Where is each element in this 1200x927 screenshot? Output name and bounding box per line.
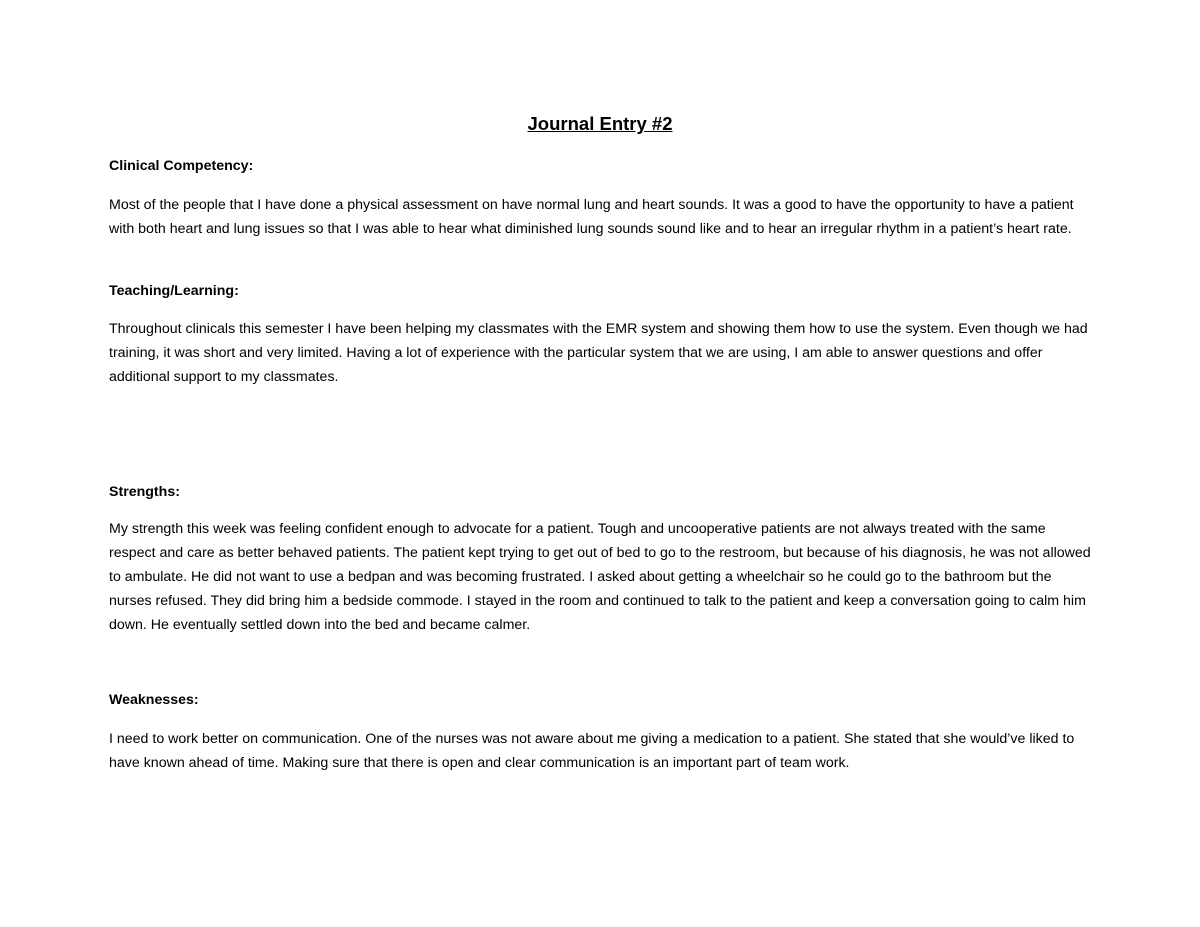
document-title: Journal Entry #2: [527, 113, 673, 134]
section-body-clinical-competency: Most of the people that I have done a physical assessment on have normal lung and heart sounds. It was a good to have the opportunity to have a patient with both heart and lung issues so that I was able to hear what diminished lung sounds sound like and to hear an irregular rhythm in a patient’s heart rate.: [109, 197, 1074, 237]
section-heading-strengths: Strengths:: [109, 484, 180, 500]
section-heading-weaknesses: Weaknesses:: [109, 692, 199, 708]
section-heading-teaching-learning: Teaching/Learning:: [109, 283, 239, 299]
section-heading-clinical-competency: Clinical Competency:: [109, 158, 254, 174]
section-body-strengths: My strength this week was feeling confident enough to advocate for a patient. Tough and uncooperative patients are not always treated with the same respect and care as better behaved patients. The patient kept trying to get out of bed to go to the restroom, but because of his diagnosis, he was not allowed to ambulate. He did not want to use a bedpan and was becoming frustrated. I asked about getting a wheelchair so he could go to the bathroom but the nurses refused. They did bring him a bedside commode. I stayed in the room and continued to talk to the patient and keep a conversation going to calm him down. He eventually settled down into the bed and became calmer.: [109, 521, 1091, 633]
section-body-weaknesses: I need to work better on communication. One of the nurses was not aware about me giving a medication to a patient. She stated that she would’ve liked to have known ahead of time. Making sure that there is open and clear communication is an important part of team work.: [109, 731, 1075, 771]
section-body-teaching-learning: Throughout clinicals this semester I have been helping my classmates with the EMR system and showing them how to use the system. Even though we had training, it was short and very limited. Having a lot of experience with the particular system that we are using, I am able to answer questions and offer additional support to my classmates.: [109, 321, 1088, 385]
